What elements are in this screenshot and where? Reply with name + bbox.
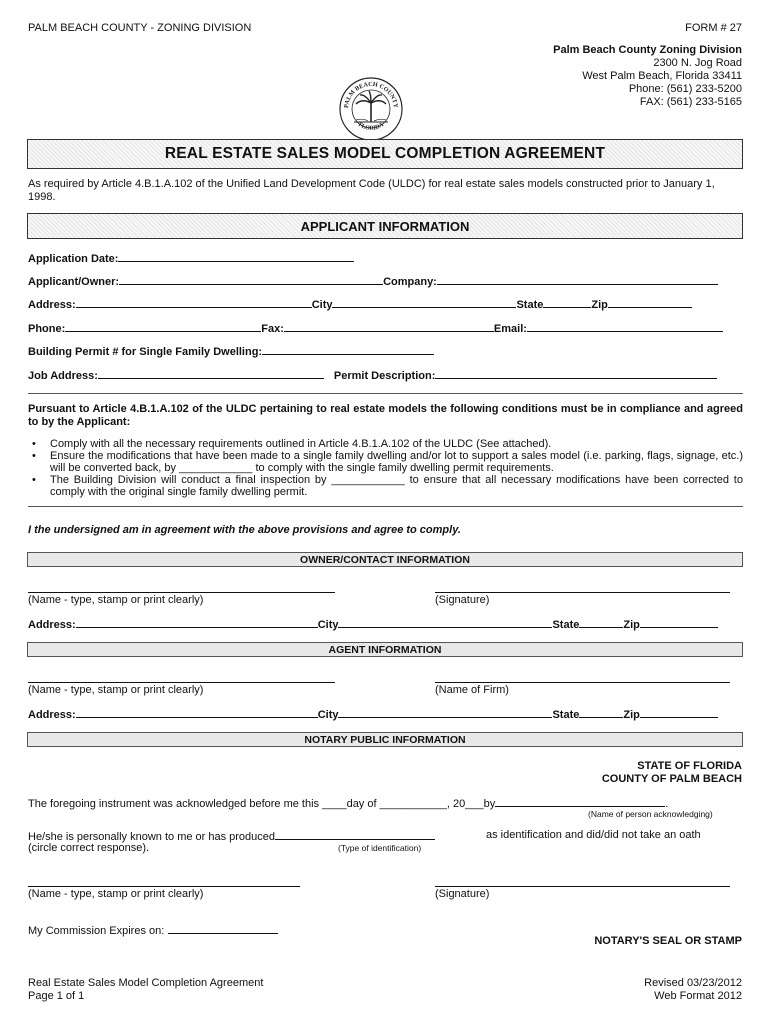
acknowledgment-row	[28, 796, 668, 810]
identification-type-caption: (Type of identification)	[338, 843, 422, 853]
agent-state-label: State	[552, 709, 580, 721]
application-date-field[interactable]	[118, 251, 354, 262]
agent-section-header	[27, 642, 743, 657]
building-permit-field[interactable]	[262, 344, 434, 355]
applicant-phone-row	[28, 321, 723, 335]
address-label: Address:	[28, 299, 76, 311]
owner-state-label: State	[552, 619, 580, 631]
job-address-field[interactable]	[98, 368, 324, 379]
permit-description-label: Permit Description:	[333, 370, 436, 382]
identification-text-2: as identification and did/did not take an oath	[486, 829, 701, 841]
list-item	[28, 474, 743, 498]
email-label: Email:	[493, 323, 527, 335]
office-name: Palm Beach County Zoning Division	[553, 44, 742, 56]
county-seal-icon	[338, 76, 404, 142]
owner-address-row	[28, 617, 718, 631]
application-date-label: Application Date:	[28, 253, 119, 265]
agent-zip-field[interactable]	[640, 707, 718, 718]
notary-seal-label: NOTARY'S SEAL OR STAMP	[594, 935, 742, 947]
form-title: REAL ESTATE SALES MODEL COMPLETION AGREEMENT	[164, 145, 606, 162]
agency-name: PALM BEACH COUNTY - ZONING DIVISION	[28, 22, 252, 34]
pursuant-text: Pursuant to Article 4.B.1.A.102 of the ULDC pertaining to real estate models the following conditions must be in compliance and agreed to by the Applicant:	[28, 403, 743, 428]
form-title-box	[27, 139, 743, 169]
acknowledgment-end: .	[665, 798, 669, 810]
city-label: City	[311, 299, 333, 311]
notary-name-caption: (Name - type, stamp or print clearly)	[28, 888, 204, 900]
applicant-owner-field[interactable]	[119, 274, 383, 285]
notary-county: COUNTY OF PALM BEACH	[601, 773, 742, 785]
zip-field[interactable]	[608, 297, 692, 308]
state-label: State	[516, 299, 544, 311]
seal-bottom-text: FLORIDA	[356, 121, 385, 132]
office-address-block	[553, 44, 742, 109]
applicant-section-title: APPLICANT INFORMATION	[300, 218, 470, 234]
agreement-statement: I the undersigned am in agreement with the above provisions and agree to comply.	[28, 524, 461, 536]
application-date-row	[28, 251, 354, 265]
owner-zip-field[interactable]	[640, 617, 718, 628]
notary-signature-field[interactable]	[435, 886, 730, 887]
circle-response-text: (circle correct response).	[28, 842, 150, 854]
condition-text: Comply with all the necessary requirements outlined in Article 4.B.1.A.102 of the ULDC (See attached).	[50, 438, 552, 450]
identification-text-1: He/she is personally known to me or has produced	[28, 831, 276, 843]
notary-section-title: NOTARY PUBLIC INFORMATION	[304, 733, 466, 746]
agent-state-field[interactable]	[579, 707, 623, 718]
footer-page-number: Page 1 of 1	[28, 990, 85, 1002]
agent-section-title: AGENT INFORMATION	[328, 643, 442, 656]
agent-address-field[interactable]	[76, 707, 318, 718]
bullet-icon: •	[32, 450, 36, 462]
identification-row	[28, 829, 435, 843]
identification-type-field[interactable]	[275, 829, 435, 840]
footer-left	[28, 977, 263, 1003]
owner-signature-field[interactable]	[435, 592, 730, 593]
footer-web-format: Web Format 2012	[654, 990, 742, 1002]
email-field[interactable]	[527, 321, 723, 332]
acknowledgment-text: The foregoing instrument was acknowledged before me this ____day of ___________, 20___by	[28, 798, 496, 810]
notary-name-field[interactable]	[28, 886, 300, 887]
notary-signature-caption: (Signature)	[435, 888, 490, 900]
bullet-icon: •	[32, 474, 36, 486]
list-item	[28, 438, 743, 450]
divider	[28, 506, 743, 507]
applicant-address-row	[28, 297, 692, 311]
agent-address-row	[28, 707, 718, 721]
footer-form-name: Real Estate Sales Model Completion Agreement	[28, 977, 264, 989]
person-acknowledging-field[interactable]	[495, 796, 665, 807]
applicant-section-header	[27, 213, 743, 239]
owner-signature-caption: (Signature)	[435, 594, 490, 606]
agent-firm-field[interactable]	[435, 682, 730, 683]
person-acknowledging-caption: (Name of person acknowledging)	[588, 809, 713, 819]
notary-state: STATE OF FLORIDA	[637, 760, 742, 772]
footer-revised: Revised 03/23/2012	[644, 977, 742, 989]
zip-label: Zip	[591, 299, 608, 311]
intro-text: As required by Article 4.B.1.A.102 of the Unified Land Development Code (ULDC) for real estate sales models constructed prior to January 1, 1998.	[28, 178, 715, 203]
owner-zip-label: Zip	[623, 619, 640, 631]
owner-name-caption: (Name - type, stamp or print clearly)	[28, 594, 204, 606]
address-field[interactable]	[76, 297, 312, 308]
notary-jurisdiction	[602, 760, 742, 786]
company-field[interactable]	[437, 274, 718, 285]
agent-city-field[interactable]	[338, 707, 552, 718]
agent-address-label: Address:	[28, 709, 76, 721]
owner-city-field[interactable]	[338, 617, 552, 628]
agent-zip-label: Zip	[623, 709, 640, 721]
svg-text:FLORIDA	[357, 122, 386, 132]
company-label: Company:	[383, 276, 437, 288]
job-address-label: Job Address:	[28, 370, 98, 382]
seal-top-text: PALM BEACH COUNTY	[342, 80, 400, 109]
agent-firm-caption: (Name of Firm)	[435, 684, 509, 696]
condition-text: Ensure the modifications that have been made to a single family dwelling and/or lot to support a sales model (i.e. parking, flags, signage, etc.) will be converted back, by ____________ to comply with the single family dwelling permit requirements.	[50, 450, 743, 474]
divider	[28, 393, 743, 394]
phone-label: Phone:	[28, 323, 66, 335]
building-permit-label: Building Permit # for Single Family Dwelling:	[28, 346, 263, 358]
owner-section-header	[27, 552, 743, 567]
bullet-icon: •	[32, 438, 36, 450]
owner-section-title: OWNER/CONTACT INFORMATION	[300, 553, 470, 566]
fax-field[interactable]	[284, 321, 494, 332]
form-number: FORM # 27	[685, 22, 742, 34]
building-permit-row	[28, 344, 434, 358]
owner-address-label: Address:	[28, 619, 76, 631]
commission-row	[28, 923, 278, 937]
fax-label: Fax:	[261, 323, 284, 335]
owner-address-field[interactable]	[76, 617, 318, 628]
owner-name-field[interactable]	[28, 592, 335, 593]
list-item	[28, 450, 743, 474]
permit-description-field[interactable]	[435, 368, 717, 379]
applicant-owner-row	[28, 274, 718, 288]
office-address-line1: 2300 N. Jog Road	[653, 57, 742, 69]
agent-city-label: City	[317, 709, 339, 721]
commission-expires-field[interactable]	[168, 923, 278, 934]
conditions-list	[28, 438, 743, 498]
notary-section-header	[27, 732, 743, 747]
owner-state-field[interactable]	[579, 617, 623, 628]
phone-field[interactable]	[65, 321, 261, 332]
owner-city-label: City	[317, 619, 339, 631]
footer-right	[644, 977, 742, 1003]
commission-label: My Commission Expires on:	[28, 925, 165, 937]
applicant-owner-label: Applicant/Owner:	[28, 276, 120, 288]
office-phone: Phone: (561) 233-5200	[628, 83, 742, 95]
state-field[interactable]	[543, 297, 591, 308]
job-address-row	[28, 368, 717, 382]
office-fax: FAX: (561) 233-5165	[639, 96, 742, 108]
office-address-line2: West Palm Beach, Florida 33411	[582, 70, 742, 82]
agent-name-caption: (Name - type, stamp or print clearly)	[28, 684, 204, 696]
condition-text: The Building Division will conduct a final inspection by ____________ to ensure that all necessary modifications have been corrected to comply with the original single family dwelling permit.	[50, 474, 743, 498]
city-field[interactable]	[332, 297, 516, 308]
agent-name-field[interactable]	[28, 682, 335, 683]
